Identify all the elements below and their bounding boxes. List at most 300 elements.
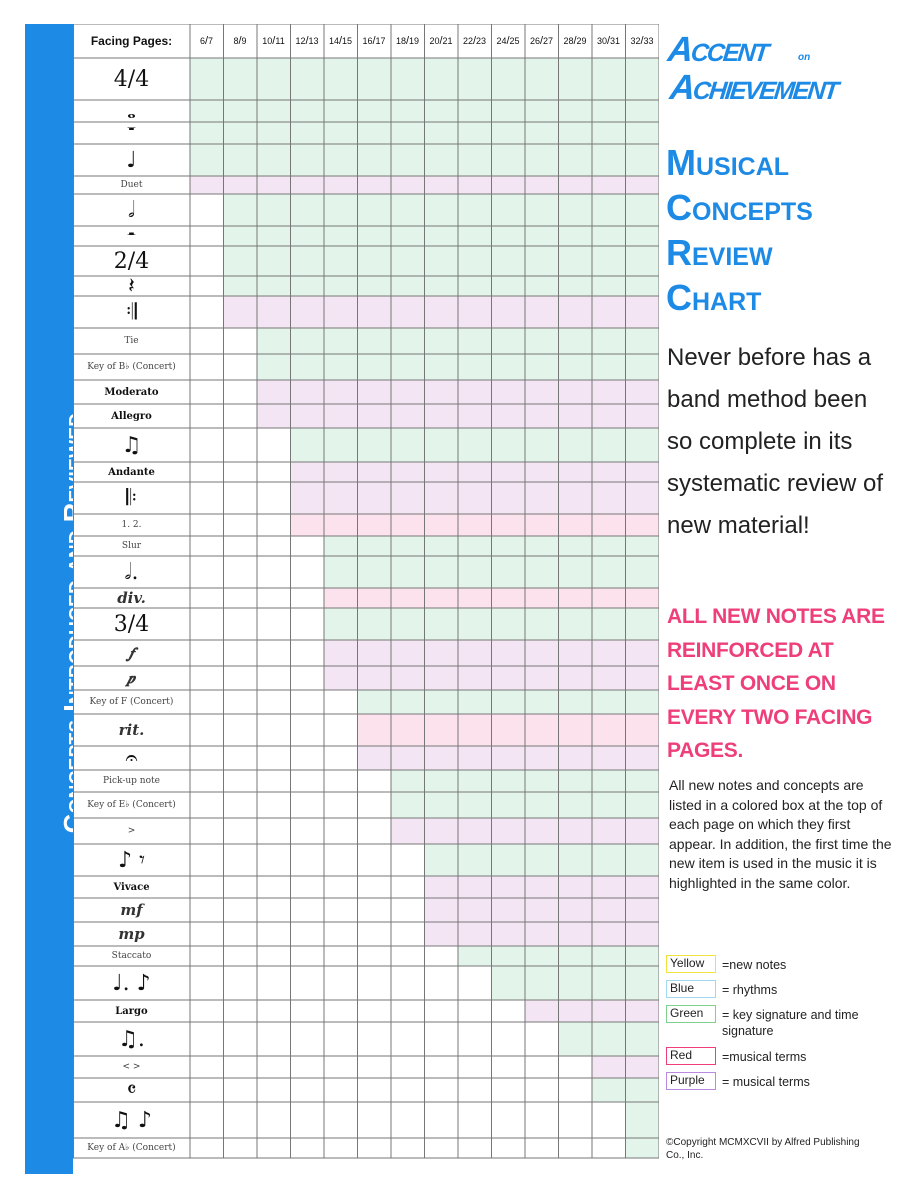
review-cell [626,194,660,226]
review-cell [224,226,258,246]
column-header-slash: / [506,35,510,47]
review-cell [592,556,626,588]
column-header-left-page: 22 [462,36,473,46]
review-cell [425,144,459,176]
review-cell [492,922,526,946]
review-cell [391,608,425,640]
column-header-slash: / [272,35,276,47]
review-cell [626,1138,660,1158]
review-cell [257,122,291,144]
review-cell [626,176,660,194]
column-header [492,24,525,58]
review-cell [525,898,559,922]
review-cell [458,556,492,588]
column-header-right-page: 11 [275,36,285,46]
review-cell [592,482,626,514]
review-cell [492,898,526,922]
review-cell [358,640,392,666]
column-header-right-page: 29 [576,36,587,46]
review-cell [324,588,358,608]
review-cell [458,404,492,428]
column-header-slash: / [338,35,343,47]
review-cell [358,608,392,640]
review-cell [559,1000,593,1022]
review-cell [626,922,660,946]
review-cell [358,536,392,556]
concept-label: rit. [118,721,145,739]
review-cell [358,462,392,482]
review-cell [592,354,626,380]
review-cell [425,922,459,946]
review-cell [291,276,325,296]
concept-label: Staccato [111,951,152,961]
review-cell [626,226,660,246]
review-cell [592,640,626,666]
review-cell [291,354,325,380]
column-header-slash: / [204,35,209,47]
review-cell [525,792,559,818]
review-cell [492,226,526,246]
review-cell [559,844,593,876]
review-cell [626,428,660,462]
review-cell [391,122,425,144]
review-cell [492,588,526,608]
review-cell [257,194,291,226]
review-cell [391,690,425,714]
review-cell [525,1000,559,1022]
review-cell [224,122,258,144]
review-cell [358,194,392,226]
column-header [358,24,391,58]
review-cell [525,876,559,898]
review-cell [592,1022,626,1056]
concept-label: Duet [120,180,143,190]
review-cell [492,194,526,226]
review-cell [592,144,626,176]
review-cell [492,354,526,380]
column-header [626,24,659,58]
review-cell [592,876,626,898]
concept-label: ♩ [126,147,137,173]
review-cell [559,100,593,122]
review-cell [425,296,459,328]
review-cell [559,404,593,428]
review-cell [592,770,626,792]
review-cell [525,246,559,276]
review-cell [224,246,258,276]
review-cell [525,514,559,536]
review-cell [358,276,392,296]
review-cell [525,556,559,588]
review-cell [525,690,559,714]
column-header [291,24,324,58]
review-cell [525,296,559,328]
review-cell [525,746,559,770]
review-cell [458,844,492,876]
review-cell [425,354,459,380]
column-header-right-page: 27 [543,36,554,46]
column-header-right-page: 9 [241,36,247,46]
review-cell [592,922,626,946]
explanation-note: All new notes and concepts are listed in a colored box at the top of each page on which they first appear. In addition, the first time the new item is used in the music it is highlighted in the same color. [669,777,892,891]
review-cell [324,122,358,144]
review-cell [525,844,559,876]
review-cell [391,514,425,536]
review-cell [458,462,492,482]
review-cell [291,514,325,536]
column-header [324,24,357,58]
review-cell [492,144,526,176]
review-cell [291,296,325,328]
review-cell [425,176,459,194]
review-cell [559,296,593,328]
review-cell [291,462,325,482]
concept-label: Slur [121,541,142,551]
review-cell [559,536,593,556]
review-cell [626,608,660,640]
review-cell [559,276,593,296]
review-cell [425,876,459,898]
review-cell [592,946,626,966]
review-cell [525,640,559,666]
review-cell [458,818,492,844]
review-cell [358,100,392,122]
review-cell [190,100,224,122]
review-cell [592,194,626,226]
concept-label: ♩. ♪ [112,970,151,996]
review-cell [458,354,492,380]
review-cell [492,640,526,666]
review-cell [324,608,358,640]
review-cell [458,328,492,354]
review-cell [559,640,593,666]
review-cell [525,666,559,690]
legend-swatch: Blue [666,980,716,998]
column-header-right-page: 21 [442,36,453,46]
review-cell [224,276,258,296]
review-cell [358,482,392,514]
legend-swatch: Purple [666,1072,716,1090]
review-cell [592,1000,626,1022]
review-cell [626,462,660,482]
legend-description: =musical terms [722,1050,807,1064]
review-cell [559,482,593,514]
review-cell [525,380,559,404]
concept-label: 2/4 [113,248,150,274]
review-cell [324,556,358,588]
review-cell [559,176,593,194]
review-cell [391,746,425,770]
review-cell [324,428,358,462]
review-cell [626,898,660,922]
review-cell [425,770,459,792]
chart-title-line: Chart [666,277,762,318]
review-cell [358,514,392,536]
review-cell [458,666,492,690]
review-cell [525,608,559,640]
column-header [391,24,424,58]
column-header [224,24,257,58]
review-cell [559,226,593,246]
review-cell [559,746,593,770]
review-cell [391,588,425,608]
review-cell [592,380,626,404]
review-cell [190,58,224,100]
review-cell [458,276,492,296]
legend-swatch: Red [666,1047,716,1065]
review-cell [291,328,325,354]
review-cell [190,122,224,144]
review-cell [626,246,660,276]
column-header-right-page: 13 [308,36,319,46]
review-cell [626,122,660,144]
review-cell [592,588,626,608]
review-cell [458,122,492,144]
review-cell [559,122,593,144]
concept-label: Tie [124,336,139,346]
concept-label: < > [122,1062,141,1072]
review-cell [592,714,626,746]
concept-label: ♫ [121,432,142,458]
review-cell [592,428,626,462]
review-cell [425,462,459,482]
legend-description: = rhythms [722,983,778,997]
review-cell [492,428,526,462]
review-cell [626,536,660,556]
review-cell [592,462,626,482]
review-cell [559,428,593,462]
review-cell [525,588,559,608]
column-header-right-page: 15 [342,36,353,46]
review-cell [458,690,492,714]
review-cell [324,296,358,328]
review-cell [425,690,459,714]
review-cell [592,844,626,876]
concept-label: 𝅝 [127,100,136,122]
column-header-slash: / [573,35,577,47]
review-cell [559,690,593,714]
review-cell [559,58,593,100]
column-header [525,24,558,58]
review-cell [458,588,492,608]
review-cell [358,666,392,690]
review-cell [358,328,392,354]
review-cell [525,818,559,844]
review-cell [626,818,660,844]
review-cell [559,666,593,690]
review-cell [525,714,559,746]
review-cell [492,608,526,640]
review-cell [425,666,459,690]
review-cell [592,746,626,770]
column-header-left-page: 24 [496,36,507,46]
review-cell [391,296,425,328]
review-cell [358,354,392,380]
review-cell [458,100,492,122]
review-cell [458,746,492,770]
review-cell [626,1000,660,1022]
review-cell [559,354,593,380]
review-cell [224,100,258,122]
review-cell [525,966,559,1000]
review-cell [324,404,358,428]
review-cell [425,246,459,276]
review-cell [592,898,626,922]
review-cell [425,328,459,354]
review-cell [425,276,459,296]
review-cell [458,58,492,100]
review-cell [391,556,425,588]
review-cell [559,144,593,176]
review-cell [425,404,459,428]
review-cell [358,380,392,404]
review-cell [592,818,626,844]
review-cell [425,514,459,536]
review-cell [626,588,660,608]
column-header-left-page: 28 [563,36,574,46]
review-cell [391,144,425,176]
review-cell [626,792,660,818]
review-cell [324,194,358,226]
review-cell [324,640,358,666]
review-cell [525,100,559,122]
review-cell [626,354,660,380]
concept-label: mf [120,901,143,919]
review-cell [257,404,291,428]
review-cell [358,404,392,428]
chart-title-line: Concepts [666,187,813,228]
review-cell [257,176,291,194]
review-cell [291,122,325,144]
column-header-slash: / [640,35,644,47]
review-cell [425,792,459,818]
review-cell [324,176,358,194]
review-cell [425,58,459,100]
review-chart-grid [73,24,659,1174]
review-cell [224,144,258,176]
chart-title-line: Review [666,232,773,273]
review-cell [391,194,425,226]
concept-label: 𝄽 [128,276,135,296]
concept-label: ♫. [118,1026,145,1052]
review-cell [190,144,224,176]
review-cell [324,144,358,176]
review-cell [425,844,459,876]
column-header [559,24,592,58]
review-cell [358,58,392,100]
review-cell [458,246,492,276]
review-cell [425,746,459,770]
review-cell [257,354,291,380]
column-header-right-page: 7 [208,36,214,46]
review-cell [324,514,358,536]
review-cell [559,770,593,792]
review-cell [492,792,526,818]
review-cell [358,556,392,588]
review-cell [458,226,492,246]
column-header-left-page: 30 [596,36,607,46]
review-cell [626,380,660,404]
review-cell [391,380,425,404]
review-cell [559,818,593,844]
review-cell [525,176,559,194]
review-cell [391,404,425,428]
concept-label: ♫ ♪ [111,1107,152,1133]
review-cell [391,462,425,482]
review-cell [190,176,224,194]
review-cell [525,144,559,176]
concept-label: 4/4 [113,66,150,92]
review-cell [626,946,660,966]
review-cell [425,100,459,122]
review-cell [592,58,626,100]
column-header-left-page: 6 [199,36,205,46]
review-cell [324,246,358,276]
review-cell [492,100,526,122]
review-cell [492,328,526,354]
review-cell [391,58,425,100]
concept-label: Largo [115,1005,148,1017]
review-cell [458,194,492,226]
review-cell [391,482,425,514]
review-cell [592,666,626,690]
review-cell [525,482,559,514]
review-cell [391,714,425,746]
review-cell [525,354,559,380]
review-cell [559,876,593,898]
review-cell [626,514,660,536]
review-cell [559,898,593,922]
review-cell [324,226,358,246]
review-cell [492,296,526,328]
review-cell [626,746,660,770]
review-cell [525,194,559,226]
review-cell [291,58,325,100]
review-cell [525,462,559,482]
review-cell [458,144,492,176]
review-cell [324,354,358,380]
review-cell [492,876,526,898]
copyright-notice: ©Copyright MCMXCVII by Alfred Publishing Co., Inc. [666,1137,860,1161]
review-cell [592,536,626,556]
review-cell [324,666,358,690]
tagline: Never before has a band method been so complete in its systematic review of new material! [667,344,884,539]
review-cell [626,876,660,898]
review-cell [224,58,258,100]
review-cell [458,608,492,640]
review-cell [358,226,392,246]
review-cell [525,536,559,556]
review-cell [324,276,358,296]
review-cell [492,482,526,514]
review-cell [626,328,660,354]
legend-swatch: Yellow [666,955,716,973]
review-cell [224,176,258,194]
chart-title-line: Musical [666,142,790,183]
review-cell [626,666,660,690]
review-cell [425,898,459,922]
review-cell [391,100,425,122]
sidebar-band [25,24,89,1174]
review-cell [358,714,392,746]
review-cell [559,792,593,818]
review-cell [391,640,425,666]
legend-description: = musical terms [722,1075,810,1089]
review-cell [425,536,459,556]
review-cell [492,536,526,556]
concept-label: Andante [108,466,155,478]
review-cell [224,194,258,226]
